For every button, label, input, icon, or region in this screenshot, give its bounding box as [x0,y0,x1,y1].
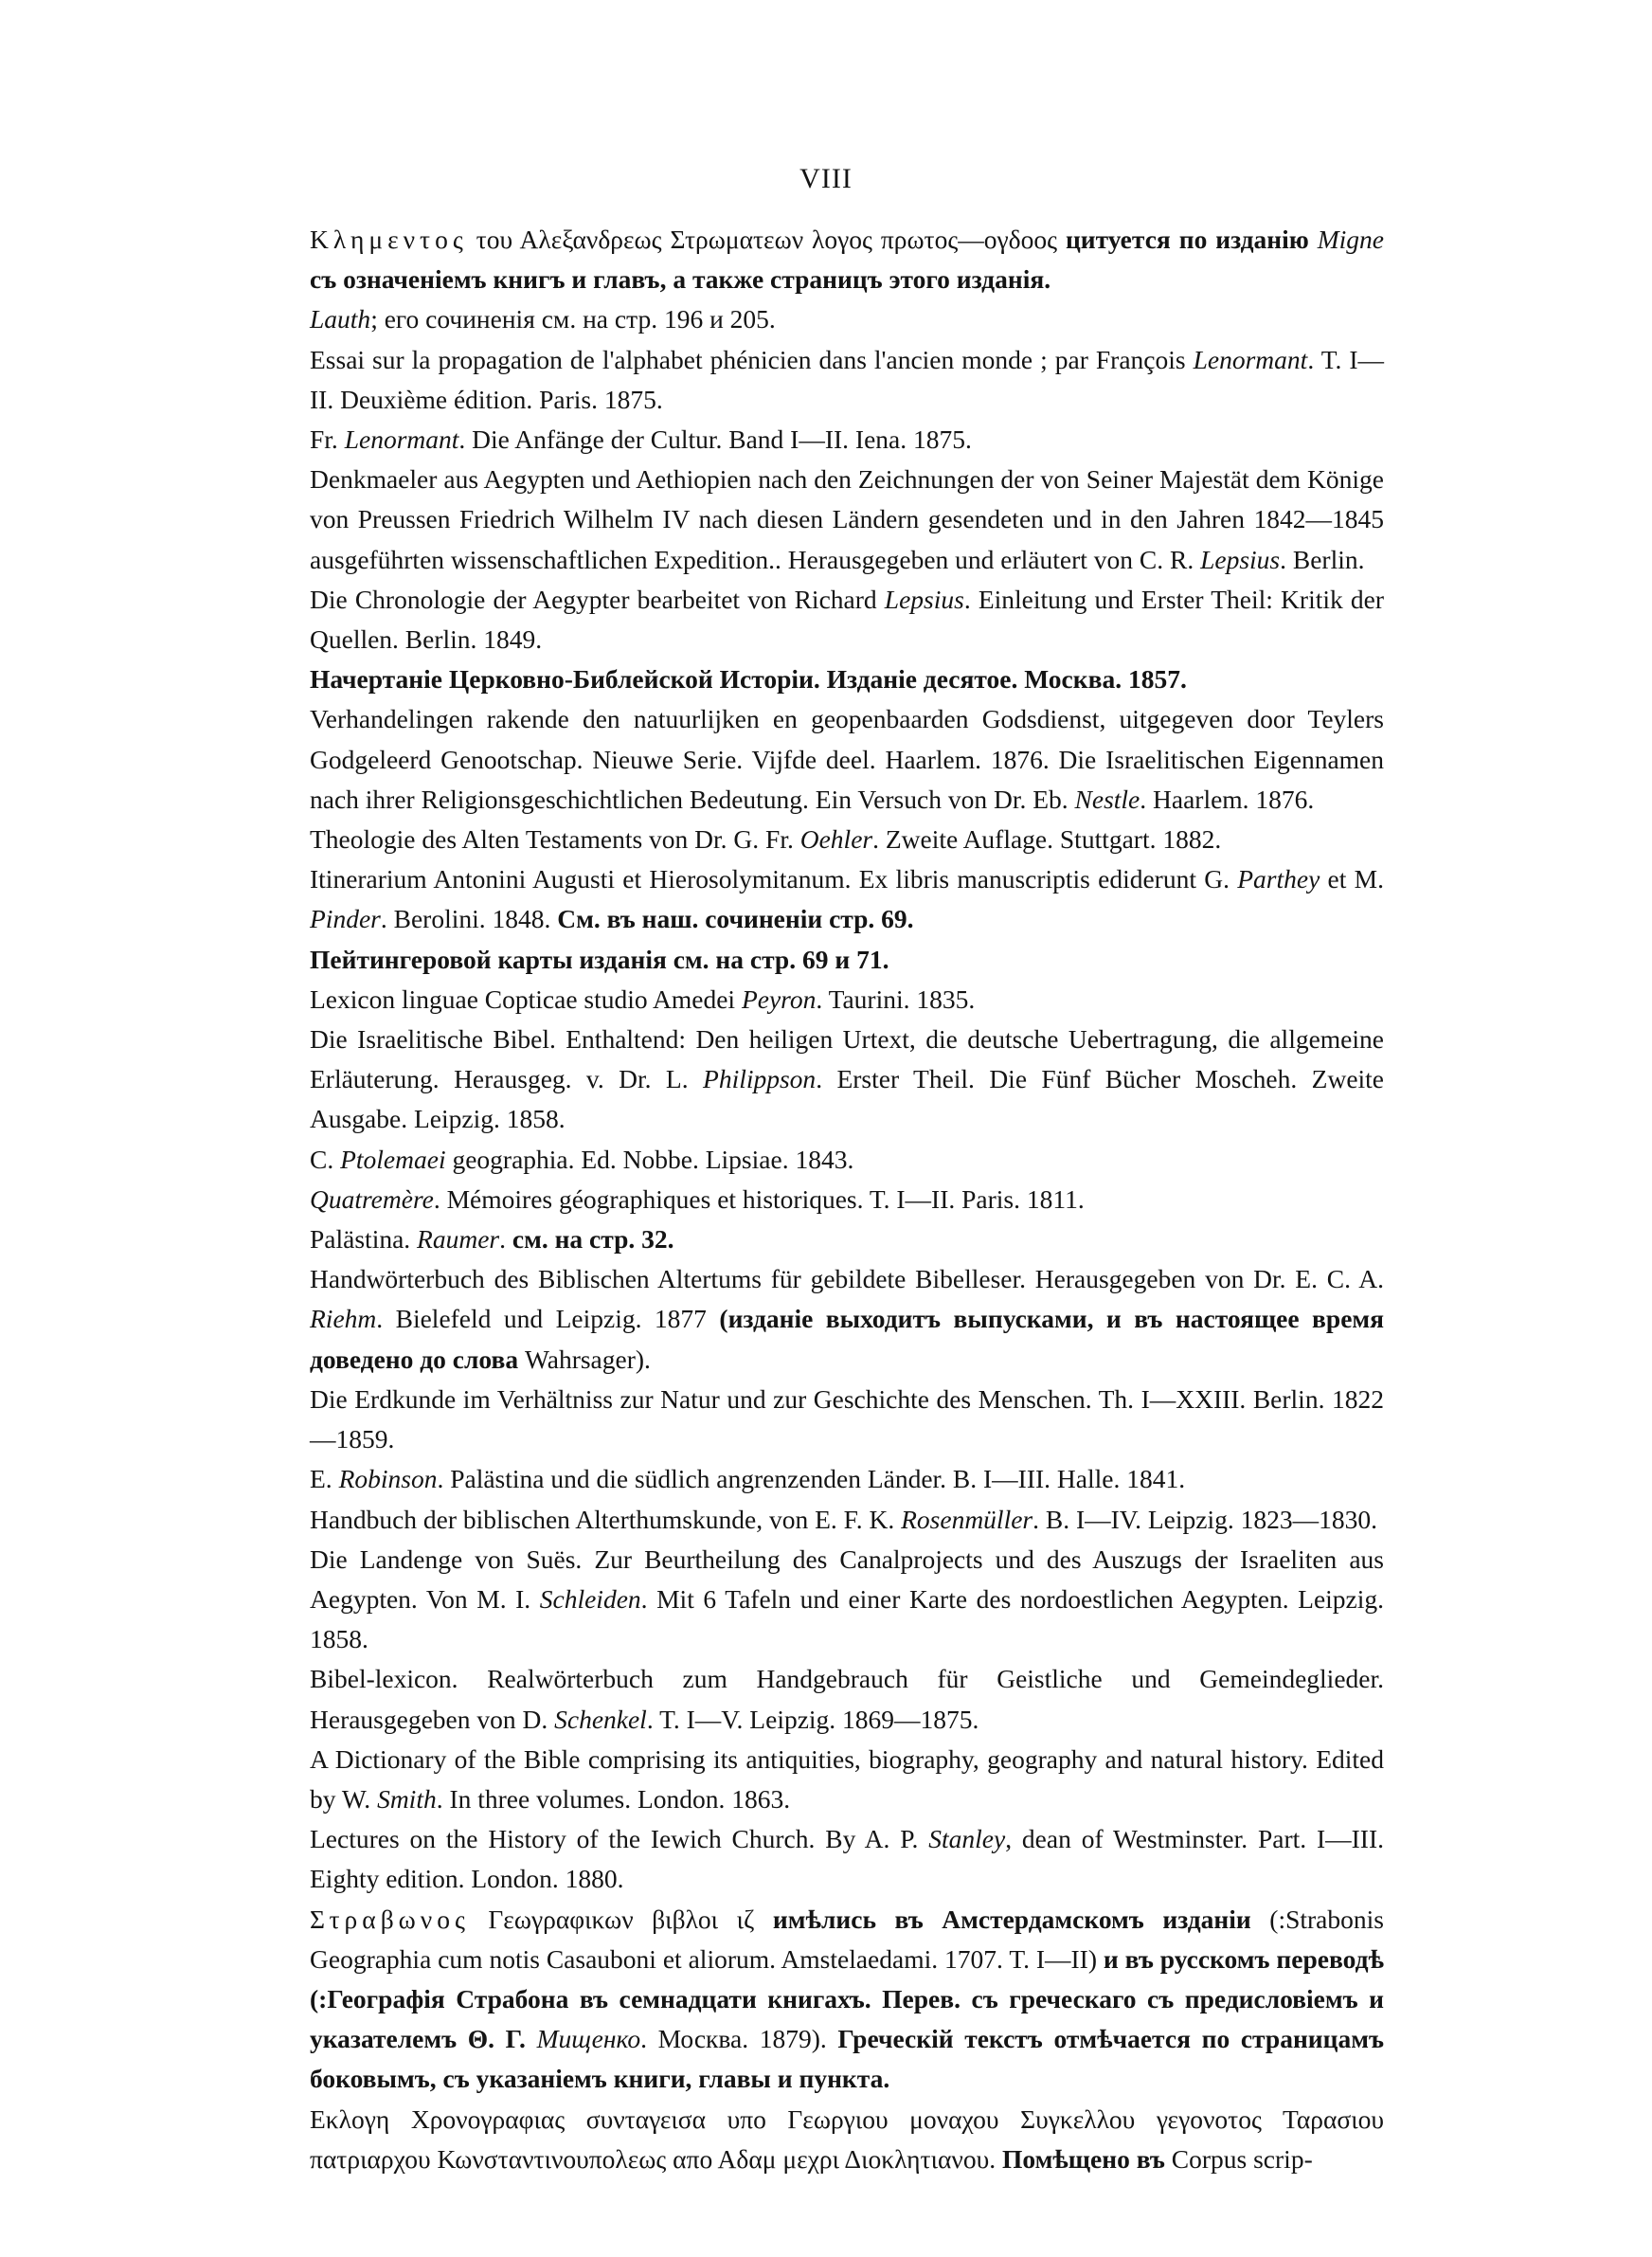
entry-text-segment: Nestle [1074,784,1140,814]
entry-text-segment: Lenormant [344,424,459,455]
entry-text-segment: . In three volumes. London. 1863. [436,1783,791,1814]
entry-text-segment: . Mémoires géographiques et historiques. T. I—II. Paris. 1811. [433,1183,1085,1214]
entry-text-segment: Lepsius [1200,544,1281,574]
bibliography-entry [310,1380,1384,1459]
entry-text-segment: Schenkel [554,1704,647,1734]
entry-text-segment: Lenormant [1193,344,1308,374]
entry-text-segment: Schleiden [539,1583,641,1614]
entry-text-segment: . Berolini. 1848. [380,904,558,934]
entry-text-segment: . Die Anfänge der Cultur. Band I—II. Iena. 1875. [458,424,972,455]
entry-text-segment: E. [310,1464,339,1494]
entry-text-segment: и въ русскомъ переводѣ (:Географія Страбона въ семнадцати книгахъ. Перев. съ греческаго съ предисловіемъ и указателемъ Θ. Г. [310,1943,1391,2054]
entry-text-segment: . Haarlem. 1876. [1140,784,1315,814]
entry-text-segment: Die Landenge von Suës. Zur Beurtheilung des Canalprojects und des Auszugs der Israeliten aus Aegypten. Von M. I. [310,1544,1390,1614]
bibliography-entry [310,1540,1391,1660]
entry-text-segment: Philippson [703,1064,817,1094]
entry-text-segment: имѣлись въ Амстердамскомъ изданіи [772,1904,1251,1934]
entry-text-segment: . Berlin. [1280,544,1365,574]
entry-text-segment: . Einleitung und Erster Theil: Kritik der Quellen. Berlin. 1849. [310,584,1391,655]
bibliography-entry [310,580,1391,659]
bibliography-entry [310,1140,1384,1180]
entry-text-segment: Εκλογη Χρονογραφιας συνταγεισα υπο Γεωργιου μοναχου Συγκελλου γεγονοτος Ταρασιου πατριαρχου Κωνσταντινουπολεως απο Αδαμ μεχρι Διοκλητιανου. [310,2104,1391,2174]
entry-text-segment: . T. I—V. Leipzig. 1869—1875. [646,1704,979,1734]
bibliography-entry [310,1740,1391,1819]
entry-text-segment: geographia. Ed. Nobbe. Lipsiae. 1843. [445,1144,854,1174]
entry-text-segment: Handwörterbuch des Biblischen Altertums für gebildete Bibelleser. Herausgegeben von Dr. E. C. A. [310,1264,1391,1294]
entry-text-segment: Wahrsager). [524,1344,651,1374]
entry-text-segment: του Αλεξανδρεως Στρωματεων λογος πρωτος—ογδοος [467,225,1066,254]
entry-text-segment: Handbuch der biblischen Alterthumskunde, von E. F. K. [310,1504,902,1534]
entry-text-segment: (:Strabonis Geographia cum notis Casauboni et aliorum. Amstelaedami. 1707. T. I—II) [310,1904,1391,1974]
entry-text-segment: Die Chronologie der Aegypter bearbeitet von Richard [310,584,885,614]
entry-text-segment: Мищенко [536,2024,641,2054]
bibliography-entry [310,1219,1384,1259]
entry-text-segment: Греческій текстъ отмѣчается по страницамъ боковымъ, съ указаніемъ книги, главы и пункта. [310,2024,1391,2094]
entry-text-segment: Lauth [310,304,371,334]
bibliography-entry [310,1459,1384,1499]
entry-text-segment: Quatremère [310,1183,434,1214]
entry-text-segment: Γεωγραφικων βιβλοι ιζ [469,1904,773,1934]
bibliography-entry [310,1900,1391,2100]
entry-text-segment: ; его сочиненія см. на стр. 196 и 205. [370,304,776,334]
entry-text-segment: C. [310,1144,341,1174]
bibliography-entry [310,1819,1391,1899]
bibliography-entry [310,1500,1384,1540]
bibliography-entry [310,1259,1391,1380]
entry-text-segment: Помѣщено въ [1001,2143,1165,2174]
entry-text-segment: A Dictionary of the Bible comprising its antiquities, biography, geography and natural history. Edited by W. [310,1743,1391,1814]
page-number: VIII [799,163,853,194]
entry-text-segment: Itinerarium Antonini Augusti et Hierosolymitanum. Ex libris manuscriptis ediderunt G. [310,864,1238,894]
entry-text-segment: . Mit 6 Tafeln und einer Karte des nordoestlichen Aegypten. Leipzig. 1858. [310,1583,1391,1654]
entry-text-segment: . [499,1224,512,1255]
entry-text-segment: Начертаніе Церковно-Библейской Исторіи. Изданіе десятое. Москва. 1857. [310,664,1187,695]
entry-text-segment: Essai sur la propagation de l'alphabet phénicien dans l'ancien monde ; par François [310,344,1194,374]
entry-text-segment: . Erster Theil. Die Fünf Bücher Moscheh. Zweite Ausgabe. Leipzig. 1858. [310,1064,1390,1134]
bibliography-entry [310,1020,1391,1140]
bibliography-entry [310,659,1384,699]
bibliography-list [310,220,1391,2179]
bibliography-entry [310,460,1391,580]
bibliography-entry [310,1659,1391,1739]
entry-text-segment: Parthey [1237,864,1320,894]
entry-text-segment: Κλημεντος [310,225,468,254]
bibliography-entry [310,940,1384,980]
bibliography-entry [310,340,1384,420]
bibliography-entry [310,220,1391,299]
entry-text-segment: Verhandelingen rakende den natuurlijken en geopenbaarden Godsdienst, uitgegeven door Teylers Godgeleerd Genootschap. Nieuwe Serie. Vijfde deel. Haarlem. 1876. Die Israelitischen Eigennamen nach ihrer Religionsgeschichtlichen Bedeutung. Ein Versuch von Dr. Eb. [310,704,1391,814]
entry-text-segment: Στραβωνος [310,1904,470,1934]
entry-text-segment: Die Erdkunde im Verhältniss zur Natur und zur Geschichte des Menschen. Th. I—XXIII. Berlin. 1822—1859. [310,1383,1384,1454]
entry-text-segment: Lexicon linguae Copticae studio Amedei [310,984,742,1014]
entry-text-segment: . Palästina und die südlich angrenzenden Länder. B. I—III. Halle. 1841. [437,1464,1186,1494]
entry-text-segment: Die Israelitische Bibel. Enthaltend: Den heiligen Urtext, die deutsche Uebertragung, die allgemeine Erläuterung. Herausgeg. v. Dr. L. [310,1024,1391,1094]
entry-text-segment: Smith [377,1783,437,1814]
entry-text-segment: Stanley [928,1824,1006,1854]
bibliography-entry [310,980,1384,1020]
entry-text-segment: Palästina. [310,1224,418,1255]
entry-text-segment: , dean of Westminster. Part. I—III. Eighty edition. London. 1880. [310,1824,1391,1894]
bibliography-entry [310,420,1384,460]
bibliography-entry [310,820,1384,859]
entry-text-segment: Bibel-lexicon. Realwörterbuch zum Handgebrauch für Geistliche und Gemeindeglieder. Herausgegeben von D. [310,1664,1391,1734]
entry-text-segment: Raumer [417,1224,500,1255]
entry-text-segment: . Zweite Auflage. Stuttgart. 1882. [872,824,1222,855]
entry-text-segment: Corpus scrip- [1164,2143,1313,2174]
entry-text-segment: Пейтингеровой карты изданія см. на стр. 69 и 71. [310,944,889,974]
bibliography-entry [310,2100,1391,2179]
entry-text-segment: Migne [1317,225,1385,254]
entry-text-segment: съ означеніемъ книгъ и главъ, а также страницъ этого изданія. [310,225,1391,295]
bibliography-entry [310,859,1391,939]
entry-text-segment: . B. I—IV. Leipzig. 1823—1830. [1032,1504,1377,1534]
entry-text-segment: Rosenmüller [901,1504,1033,1534]
entry-text-segment: Lectures on the History of the Iewich Church. By A. P. [310,1824,929,1854]
entry-text-segment: см. на стр. 32. [512,1224,674,1255]
bibliography-entry [310,299,1384,339]
entry-text-segment: Pinder [310,904,381,934]
entry-text-segment: Denkmaeler aus Aegypten und Aethiopien nach den Zeichnungen der von Seiner Majestät dem Könige von Preussen Friedrich Wilhelm IV nach diesen Ländern gesendeten und in den Jahren 1842—1845 ausgeführten wissenschaftlichen Expedition.. Herausgegeben und erläutert von C. R. [310,464,1391,574]
bibliography-entry [310,1180,1384,1219]
entry-text-segment: (изданіе выходитъ выпусками, и въ настоящее время доведено до слова [310,1304,1391,1374]
entry-text-segment: . T. I—II. Deuxième édition. Paris. 1875. [310,344,1384,414]
entry-text-segment: Theologie des Alten Testaments von Dr. G. Fr. [310,824,800,855]
entry-text-segment: . Bielefeld und Leipzig. 1877 [376,1304,720,1334]
entry-text-segment: Ptolemaei [340,1144,446,1174]
entry-text-segment: et M. [1320,864,1391,894]
entry-text-segment: . Taurini. 1835. [816,984,976,1014]
bibliography-entry [310,699,1391,820]
entry-text-segment: Oehler [799,824,873,855]
entry-text-segment: Riehm [310,1304,377,1334]
entry-text-segment: Peyron [741,984,817,1014]
entry-text-segment: Fr. [310,424,345,455]
entry-text-segment: Robinson [338,1464,438,1494]
entry-text-segment: цитуется по изданію [1065,225,1318,254]
entry-text-segment: См. въ наш. сочиненіи стр. 69. [557,904,914,934]
entry-text-segment: Lepsius [884,584,964,614]
entry-text-segment: . Москва. 1879). [640,2024,838,2054]
